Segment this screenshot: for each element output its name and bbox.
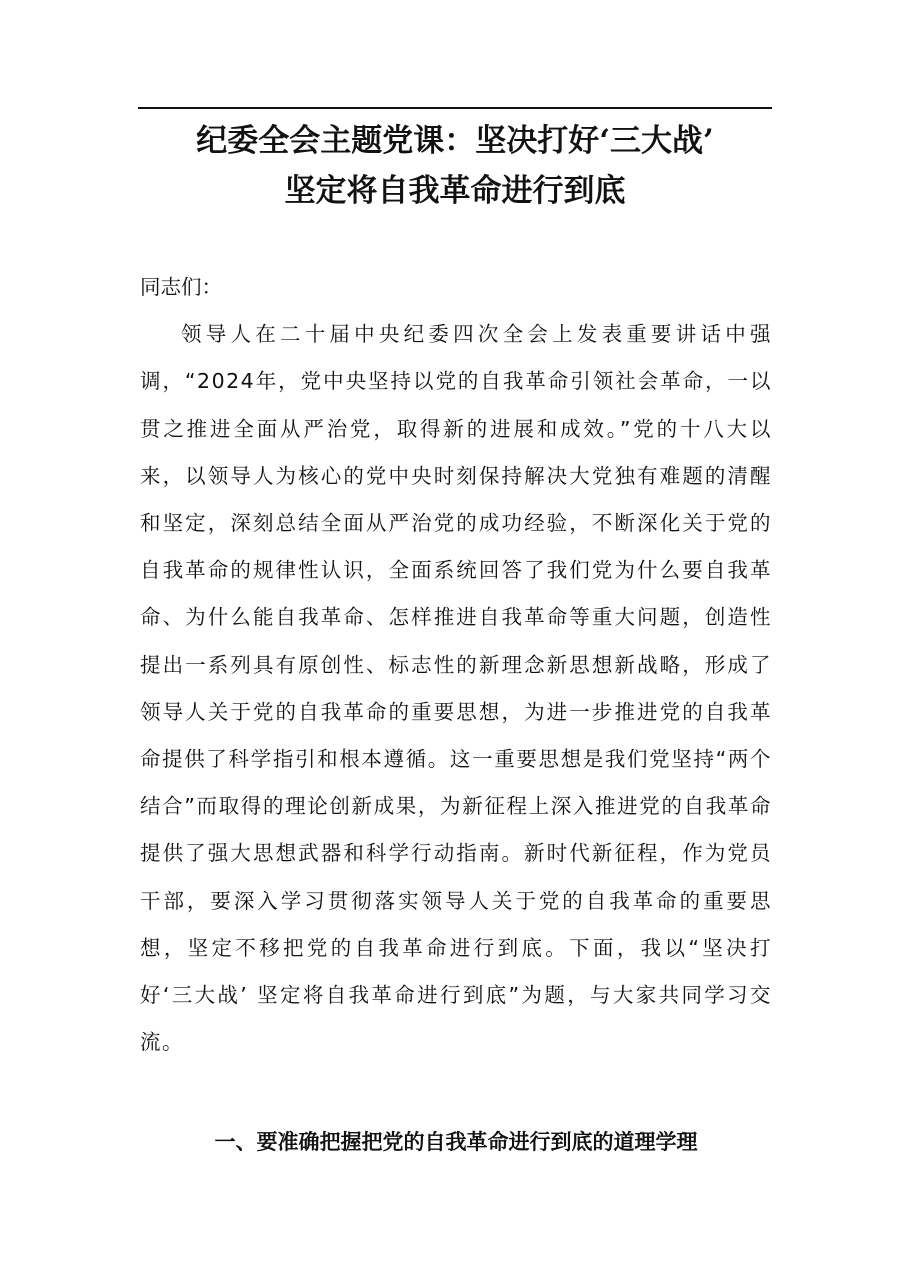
- document-title: [110, 116, 800, 216]
- document-body: [140, 264, 772, 1066]
- salutation: 同志们：: [140, 275, 222, 299]
- header-rule: [138, 107, 772, 109]
- title-line-2: 坚定将自我革命进行到底: [284, 173, 626, 209]
- body-paragraph: 领导人在二十届中央纪委四次全会上发表重要讲话中强调，“2024年，党中央坚持以党的自我革命引领社会革命，一以贯之推进全面从严治党，取得新的进展和成效。”党的十八大以来，以领导人为核心的党中央时刻保持解决大党独有难题的清醒和坚定，深刻总结全面从严治党的成功经验，不断深化关于党的自我革命的规律性认识，全面系统回答了我们党为什么要自我革命、为什么能自我革命、怎样推进自我革命等重大问题，创造性提出一系列具有原创性、标志性的新理念新思想新战略，形成了领导人关于党的自我革命的重要思想，为进一步推进党的自我革命提供了科学指引和根本遵循。这一重要思想是我们党坚持“两个结合”而取得的理论创新成果，为新征程上深入推进党的自我革命提供了强大思想武器和科学行动指南。新时代新征程，作为党员干部，要深入学习贯彻落实领导人关于党的自我革命的重要思想，坚定不移把党的自我革命进行到底。下面，我以“坚决打好‘三大战’ 坚定将自我革命进行到底”为题，与大家共同学习交流。: [140, 322, 772, 1055]
- title-line-1: 纪委全会主题党课：坚决打好‘三大战’: [196, 123, 714, 159]
- section-heading: 一、要准确把握把党的自我革命进行到底的道理学理: [214, 1130, 698, 1154]
